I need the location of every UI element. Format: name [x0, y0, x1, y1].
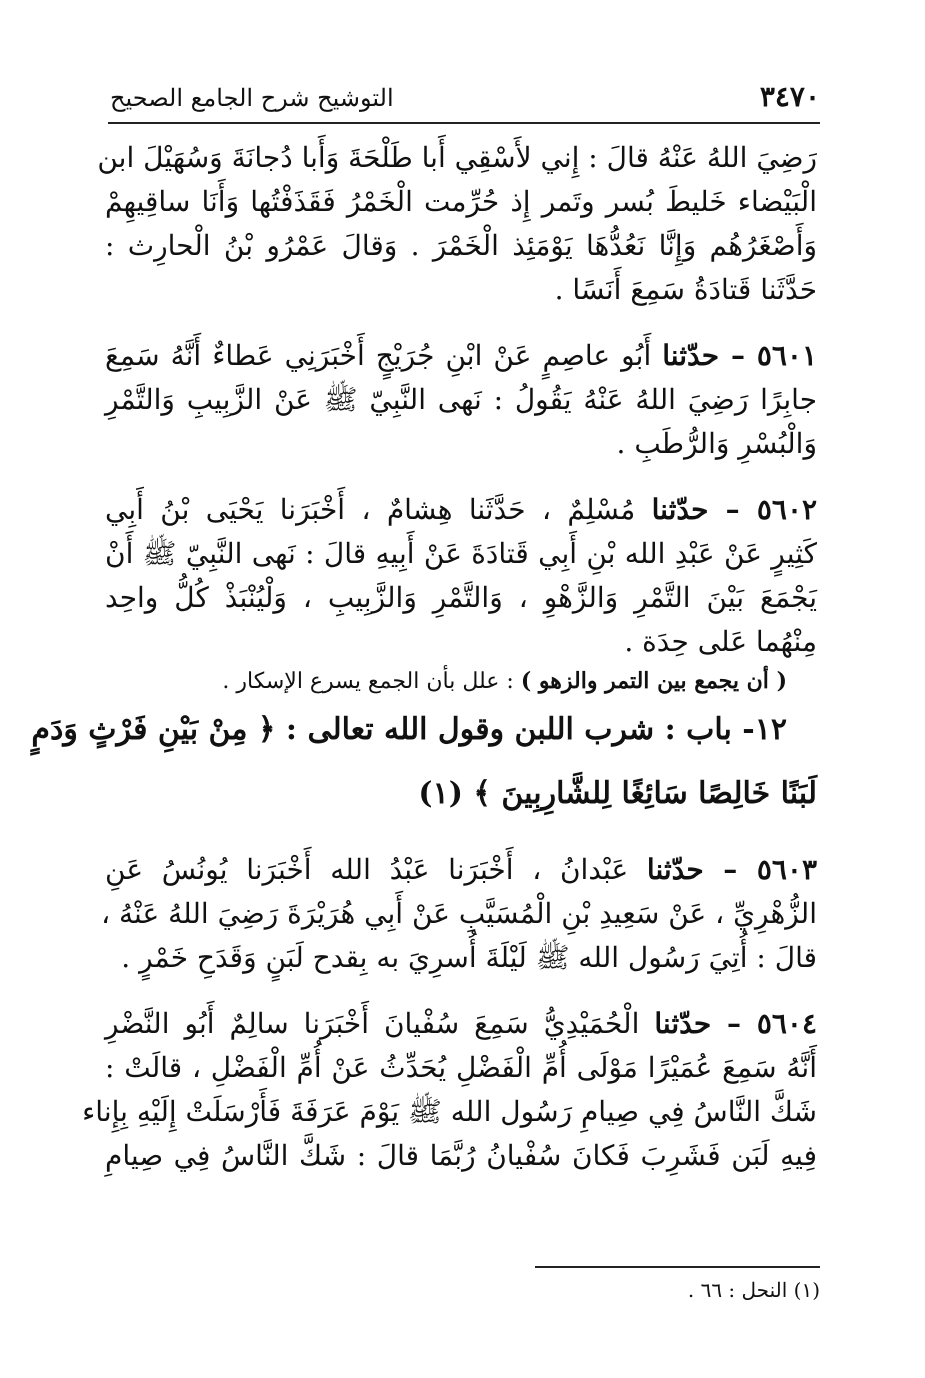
page-number: ٣٤٧٠ — [759, 80, 820, 113]
paragraph-gap — [105, 980, 817, 1002]
hadith-number: ٥٦٠١ – حدّثنا — [662, 339, 817, 372]
note-quote: ( أن يجمع بين التمر والزهو ) — [520, 668, 787, 694]
text-line: وَأَصْغَرُهُم وَإِنَّا نَعُدُّهَا يَوْمَئِذ الْخَمْرَ . وَقالَ عَمْرُو بْنُ الْحارِث : — [105, 229, 817, 262]
paragraph-continuation — [97, 136, 817, 312]
note-explanation: : علل بأن الجمع يسرع الإسكار . — [222, 669, 521, 694]
commentary-note — [105, 664, 817, 698]
footnote: (١) النحل : ٦٦ . — [687, 1278, 820, 1302]
text-line: فِيهِ لَبَن فَشَرِبَ فَكانَ سُفْيانُ رُبَّمَا قالَ : شَكَّ النَّاسُ فِي صِيامِ — [105, 1139, 817, 1172]
running-title: التوشيح شرح الجامع الصحيح — [110, 84, 394, 112]
text-line: يَجْمَعَ بَيْنَ التَّمْرِ وَالزَّهْوِ ، وَالتَّمْرِ وَالزَّبِيبِ ، وَلْيُنْبَذْ كُلُّ واحِد — [105, 581, 817, 614]
text-line — [105, 1002, 817, 1046]
paragraph-gap — [105, 466, 817, 488]
text-line: مِنْهُما عَلى حِدَة . — [624, 625, 817, 658]
hadith-5603 — [101, 848, 817, 980]
hadith-5602 — [105, 488, 817, 664]
text-line: وَالْبُسْرِ وَالرُّطَبِ . — [616, 427, 817, 460]
text-line: الْبَيْضاء خَليطَ بُسر وتَمر إِذ حُرِّمت الْخَمْرُ فَقَذَفْتُها وَأَنَا ساقِيهِمْ — [105, 185, 817, 218]
text-line: رَضِيَ اللهُ عَنْهُ قالَ : إِني لأَسْقِي أَبا طَلْحَةَ وَأَبا دُجانَةَ وَسُهَيْلَ ابن — [97, 141, 817, 174]
hadith-5604 — [82, 1002, 817, 1178]
text-line — [105, 488, 817, 532]
text-line — [105, 848, 817, 892]
hadith-5601 — [105, 334, 817, 466]
paragraph-gap — [105, 826, 817, 848]
chapter-heading-line-2: لَبَنًا خَالِصًا سَائِغًا لِلشَّارِبِينَ ﴾ (١) — [418, 776, 817, 811]
hadith-text: أَبُو عاصِمٍ عَنْ ابْنِ جُرَيْجٍ أَخْبَرَنِي عَطاءٌ أَنَّهُ سَمِعَ — [105, 339, 652, 372]
body-text — [31, 136, 818, 1178]
hadith-number: ٥٦٠٣ – حدّثنا — [646, 853, 817, 886]
hadith-text: عَبْدانُ ، أَخْبَرَنا عَبْدُ الله أَخْبَرَنا يُونُسُ عَنِ — [105, 853, 629, 886]
header-rule — [108, 122, 820, 124]
text-line — [105, 334, 817, 378]
footnote-rule — [535, 1266, 820, 1268]
hadith-text: مُسْلِمٌ ، حَدَّثَنا هِشامٌ ، أَخْبَرَنا يَحْيَى بْنُ أَبِي — [105, 493, 636, 526]
text-line: شَكَّ النَّاسُ فِي صِيامِ رَسُول الله ﷺ يَوْمَ عَرَفَةَ فَأَرْسَلَتْ إِلَيْهِ بِإِناء — [82, 1095, 817, 1128]
text-line: أَنَّهُ سَمِعَ عُمَيْرًا مَوْلَى أُمِّ الْفَضْلِ يُحَدِّثُ عَنْ أُمِّ الْفَضْلِ ، قالَتْ : — [105, 1051, 817, 1084]
text-line: الزُّهْرِيِّ ، عَنْ سَعِيدِ بْنِ الْمُسَيَّبِ عَنْ أَبِي هُرَيْرَةَ رَضِيَ اللهُ عَنْهُ ، — [101, 897, 817, 930]
text-line: كَثِيرٍ عَنْ عَبْدِ الله بْنِ أَبِي قَتادَةَ عَنْ أَبِيهِ قالَ : نَهى النَّبِيّ ﷺ أَنْ — [105, 537, 817, 570]
text-line: حَدَّثَنا قَتادَةُ سَمِعَ أَنَسًا . — [554, 273, 817, 306]
paragraph-gap — [105, 312, 817, 334]
hadith-number: ٥٦٠٤ – حدّثنا — [654, 1007, 817, 1040]
hadith-text: الْحُمَيْدِيُّ سَمِعَ سُفْيانَ أَخْبَرَنا سالِمٌ أَبُو النَّضْرِ — [105, 1007, 640, 1040]
text-line: جابِرًا رَضِيَ اللهُ عَنْهُ يَقُولُ : نَهى النَّبِيّ ﷺ عَنْ الزَّبِيبِ وَالتَّمْرِ — [105, 383, 817, 416]
page-header — [110, 80, 820, 120]
chapter-heading-line-1: ١٢- باب : شرب اللبن وقول الله تعالى : ﴿ مِنْ بَيْنِ فَرْثٍ وَدَمٍ — [31, 712, 787, 747]
hadith-number: ٥٦٠٢ – حدّثنا — [651, 493, 818, 526]
text-line: قالَ : أُتِيَ رَسُول الله ﷺ لَيْلَةَ أُسرِيَ به بِقدح لَبَنٍ وَقَدَحِ خَمْرٍ . — [121, 941, 817, 974]
